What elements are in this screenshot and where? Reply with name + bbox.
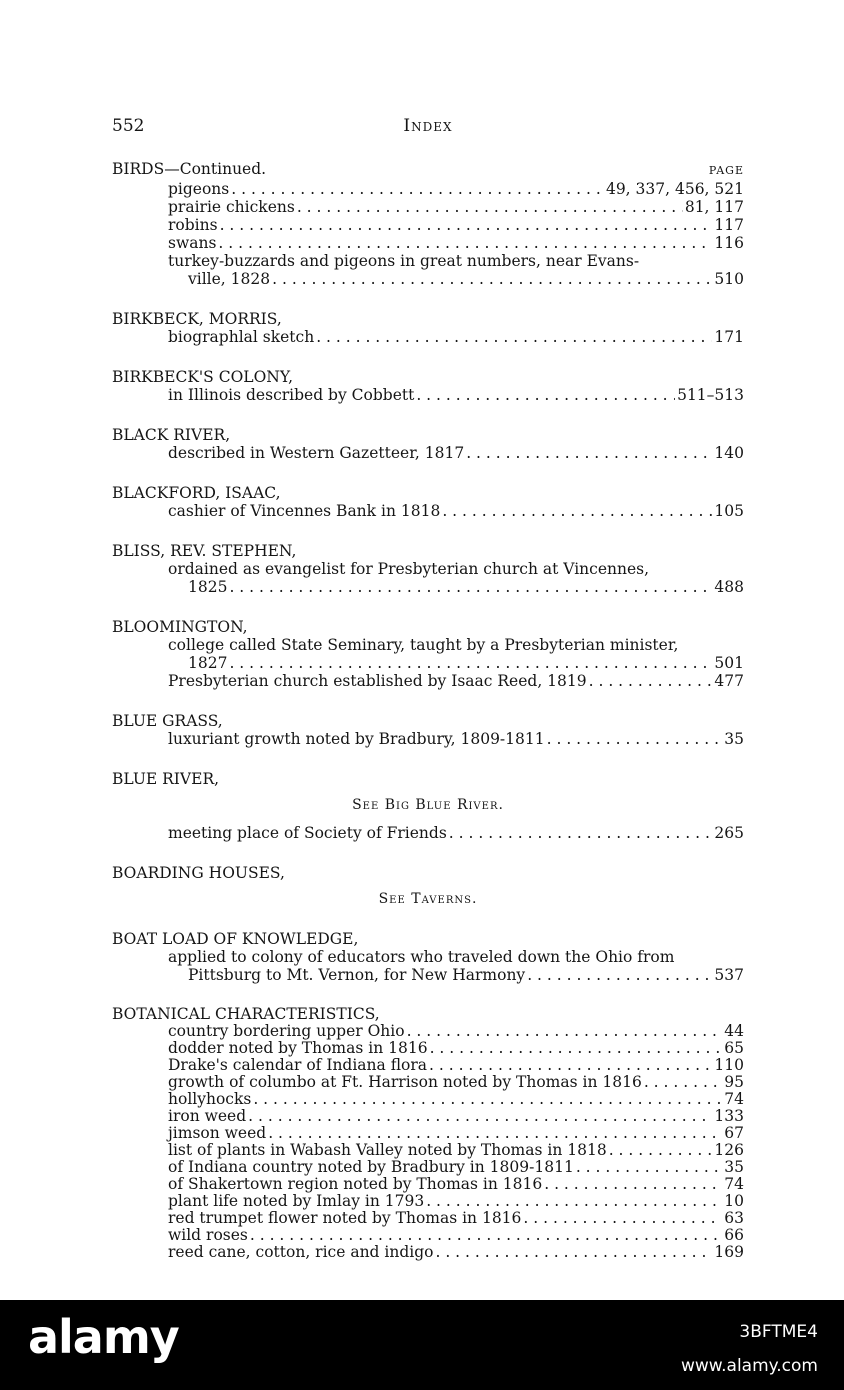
subentry-text: turkey-buzzards and pigeons in great numbers, near Evans- [168, 252, 640, 270]
subentry-line [112, 672, 744, 690]
subentry-text: ordained as evangelist for Presbyterian church at Vincennes, [168, 560, 650, 578]
index-entry [112, 426, 744, 462]
subentry-line [112, 1057, 744, 1074]
subentry-line [112, 1193, 744, 1210]
subentry-line [112, 1074, 744, 1091]
index-entry [112, 310, 744, 346]
page-reference: 116 [714, 234, 744, 252]
dot-leader [272, 270, 712, 288]
entry-heading: BLISS, REV. STEPHEN, [112, 542, 297, 560]
entry-heading-row [112, 542, 744, 560]
entry-heading-row [112, 368, 744, 386]
entry-heading-row [112, 160, 744, 180]
dot-leader [466, 444, 712, 462]
subentry-text: college called State Seminary, taught by a Presbyterian minister, [168, 636, 679, 654]
subentry-text: luxuriant growth noted by Bradbury, 1809-1811 [168, 730, 545, 748]
entry-heading-row [112, 310, 744, 328]
index-entry [112, 542, 744, 596]
subentry-line [112, 328, 744, 346]
subentry-line [112, 198, 744, 216]
subentry-text: Drake's calendar of Indiana flora [168, 1056, 428, 1074]
index-entry [112, 864, 744, 908]
subentry-continuation: Pittsburg to Mt. Vernon, for New Harmony [188, 966, 526, 984]
page-reference: 74 [724, 1090, 744, 1108]
subentry-text: reed cane, cotton, rice and indigo [168, 1243, 434, 1261]
dot-leader [218, 234, 712, 252]
page-reference: 95 [724, 1073, 744, 1091]
entry-heading: BLUE RIVER, [112, 770, 220, 788]
subentry-text: in Illinois described by Cobbett [168, 386, 415, 404]
subentry-continuation: 1825 [188, 578, 228, 596]
page-reference: 510 [714, 270, 744, 288]
page-reference: 537 [714, 966, 744, 984]
page-reference: 140 [714, 444, 744, 462]
subentry-text: plant life noted by Imlay in 1793 [168, 1192, 425, 1210]
subentry-line [112, 234, 744, 252]
subentry-text: red trumpet flower noted by Thomas in 1816 [168, 1209, 522, 1227]
dot-leader [576, 1159, 722, 1176]
entry-heading: BLACKFORD, ISAAC, [112, 484, 281, 502]
page-reference: 133 [714, 1107, 744, 1125]
running-title: Index [403, 116, 453, 136]
subentry-line [112, 1142, 744, 1159]
subentry-line [112, 270, 744, 288]
subentry-line [112, 1210, 744, 1227]
entry-heading: BOTANICAL CHARACTERISTICS, [112, 1005, 380, 1023]
page-reference: 63 [724, 1209, 744, 1227]
page-reference: 49, 337, 456, 521 [605, 180, 744, 198]
subentry-text: iron weed [168, 1107, 247, 1125]
dot-leader [407, 1023, 723, 1040]
page-reference: 10 [724, 1192, 744, 1210]
entry-heading-row [112, 426, 744, 444]
dot-leader [250, 1227, 722, 1244]
subentry-continuation: 1827 [188, 654, 228, 672]
entry-heading: BOAT LOAD OF KNOWLEDGE, [112, 930, 359, 948]
page-reference: 67 [724, 1124, 744, 1142]
index-entry [112, 930, 744, 984]
entry-heading-row [112, 618, 744, 636]
subentry-line [112, 1125, 744, 1142]
subentry-text: robins [168, 216, 218, 234]
subentry-text: hollyhocks [168, 1090, 252, 1108]
dot-leader [297, 198, 683, 216]
index-entry [112, 160, 744, 288]
dot-leader [523, 1210, 722, 1227]
page-column-label: PAGE [708, 164, 744, 177]
entry-heading: BIRDS—Continued. [112, 160, 267, 178]
index-entry [112, 1006, 744, 1261]
page-reference: 44 [724, 1022, 744, 1040]
page-reference: 169 [714, 1243, 744, 1261]
index-entry [112, 770, 744, 842]
index-entry [112, 618, 744, 690]
see-reference: See Big Blue River. [352, 797, 504, 813]
entry-heading: BLUE GRASS, [112, 712, 223, 730]
dot-leader [426, 1193, 722, 1210]
subentry-line [112, 966, 744, 984]
subentry-continuation: ville, 1828 [188, 270, 271, 288]
page-reference: 126 [714, 1141, 744, 1159]
entry-heading-row [112, 712, 744, 730]
running-head [112, 116, 744, 140]
dot-leader [231, 180, 604, 198]
dot-leader [547, 730, 723, 748]
dot-leader [316, 328, 712, 346]
dot-leader [609, 1142, 713, 1159]
dot-leader [430, 1040, 723, 1057]
entry-heading: BIRKBECK, MORRIS, [112, 310, 282, 328]
page-reference: 110 [714, 1056, 744, 1074]
page-reference: 171 [714, 328, 744, 346]
dot-leader [435, 1244, 712, 1261]
entry-heading-row [112, 930, 744, 948]
page-reference: 105 [714, 502, 744, 520]
subentry-line [112, 1023, 744, 1040]
subentry-text: dodder noted by Thomas in 1816 [168, 1039, 428, 1057]
subentry-line [112, 1091, 744, 1108]
subentry-line [112, 1227, 744, 1244]
page-reference: 511–513 [677, 386, 744, 404]
subentry-line [112, 1040, 744, 1057]
see-reference: See Taverns. [378, 891, 478, 907]
entry-heading-row [112, 864, 744, 882]
dot-leader [644, 1074, 722, 1091]
page-reference: 35 [724, 730, 744, 748]
subentry-line [112, 578, 744, 596]
subentry-text: jimson weed [168, 1124, 267, 1142]
subentry-text: list of plants in Wabash Valley noted by Thomas in 1818 [168, 1141, 607, 1159]
subentry-text: prairie chickens [168, 198, 295, 216]
page-reference: 74 [724, 1175, 744, 1193]
page-reference: 477 [714, 672, 744, 690]
subentry-text: country bordering upper Ohio [168, 1022, 405, 1040]
entry-heading: BOARDING HOUSES, [112, 864, 285, 882]
page-reference: 117 [714, 216, 744, 234]
page-reference: 65 [724, 1039, 744, 1057]
page-reference: 488 [714, 578, 744, 596]
index-entry [112, 368, 744, 404]
subentry-line [112, 1108, 744, 1125]
dot-leader [268, 1125, 722, 1142]
index-body [112, 160, 744, 1283]
subentry-text: biographlal sketch [168, 328, 315, 346]
subentry-text: growth of columbo at Ft. Harrison noted by Thomas in 1816 [168, 1073, 642, 1091]
dot-leader [449, 824, 713, 842]
subentry-line [112, 444, 744, 462]
dot-leader [429, 1057, 712, 1074]
dot-leader [544, 1176, 722, 1193]
subentry-text: of Indiana country noted by Bradbury in 1809-1811 [168, 1158, 574, 1176]
subentry-text: wild roses [168, 1226, 248, 1244]
dot-leader [248, 1108, 712, 1125]
subentry-text: swans [168, 234, 217, 252]
entry-heading: BIRKBECK'S COLONY, [112, 368, 294, 386]
page-reference: 35 [724, 1158, 744, 1176]
subentry-text: cashier of Vincennes Bank in 1818 [168, 502, 441, 520]
page-reference: 66 [724, 1226, 744, 1244]
index-entry [112, 484, 744, 520]
subentry-text: pigeons [168, 180, 230, 198]
subentry-line [112, 730, 744, 748]
dot-leader [253, 1091, 722, 1108]
entry-heading-row [112, 484, 744, 502]
page-reference: 501 [714, 654, 744, 672]
subentry-text: described in Western Gazetteer, 1817 [168, 444, 465, 462]
subentry-text: meeting place of Society of Friends [168, 824, 447, 842]
subentry-line [112, 180, 744, 198]
subentry-text: Presbyterian church established by Isaac Reed, 1819 [168, 672, 587, 690]
dot-leader [229, 578, 712, 596]
subentry-line [112, 1244, 744, 1261]
entry-heading-row [112, 1006, 744, 1023]
subentry-text: applied to colony of educators who traveled down the Ohio from [168, 948, 675, 966]
subentry-line [112, 502, 744, 520]
image-id: 3BFTME4 [739, 1322, 818, 1342]
entry-heading: BLOOMINGTON, [112, 618, 248, 636]
dot-leader [229, 654, 712, 672]
subentry-line [112, 1176, 744, 1193]
entry-heading-row [112, 770, 744, 788]
watermark-bar [0, 1300, 844, 1390]
subentry-line [112, 1159, 744, 1176]
page-reference: 81, 117 [684, 198, 744, 216]
subentry-line [112, 216, 744, 234]
index-entry [112, 712, 744, 748]
subentry-text: of Shakertown region noted by Thomas in 1816 [168, 1175, 543, 1193]
subentry-line [112, 386, 744, 404]
page-number: 552 [112, 116, 145, 136]
dot-leader [416, 386, 675, 404]
dot-leader [527, 966, 712, 984]
dot-leader [442, 502, 712, 520]
alamy-logo: alamy [28, 1310, 179, 1364]
dot-leader [589, 672, 713, 690]
subentry-line [112, 654, 744, 672]
page-reference: 265 [714, 824, 744, 842]
subentry-line [112, 824, 744, 842]
dot-leader [220, 216, 713, 234]
entry-heading: BLACK RIVER, [112, 426, 231, 444]
site-url: www.alamy.com [680, 1356, 818, 1376]
